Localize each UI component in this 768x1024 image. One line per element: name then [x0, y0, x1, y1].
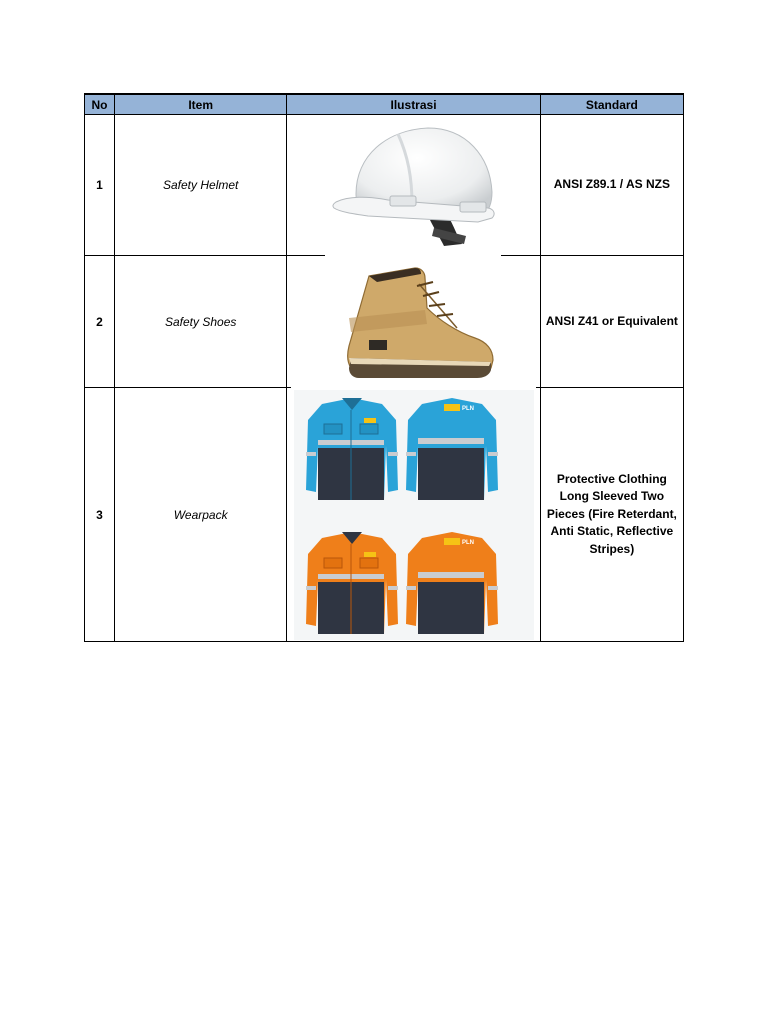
illustration-cell [287, 388, 540, 642]
standard-text: ANSI Z89.1 / AS NZS [540, 115, 683, 256]
illustration-cell [287, 256, 540, 388]
blue-shirt-back [406, 398, 498, 500]
ppe-table [84, 93, 684, 642]
standard-text: Protective Clothing Long Sleeved Two Pieces (Fire Reterdant, Anti Static, Reflective Stripes) [540, 388, 683, 642]
table-row [85, 388, 684, 642]
boot-image [329, 258, 499, 386]
item-name: Safety Helmet [115, 115, 287, 256]
row-number: 2 [85, 256, 115, 388]
item-name: Safety Shoes [115, 256, 287, 388]
header-no: No [85, 94, 115, 115]
header-row [85, 94, 684, 115]
header-standard: Standard [540, 94, 683, 115]
row-number: 1 [85, 115, 115, 256]
pln-logo-text: PLN [461, 405, 474, 412]
blue-shirt-front [306, 398, 398, 500]
table-row [85, 115, 684, 256]
helmet-image [328, 116, 500, 254]
table-row [85, 256, 684, 388]
orange-shirt-back [406, 532, 498, 634]
row-number: 3 [85, 388, 115, 642]
standard-text: ANSI Z41 or Equivalent [540, 256, 683, 388]
header-ilustrasi: Ilustrasi [287, 94, 540, 115]
header-item: Item [115, 94, 287, 115]
pln-logo-text: PLN [461, 539, 474, 546]
wearpack-image [294, 390, 534, 640]
orange-shirt-front [306, 532, 398, 634]
illustration-cell [287, 115, 540, 256]
item-name: Wearpack [115, 388, 287, 642]
